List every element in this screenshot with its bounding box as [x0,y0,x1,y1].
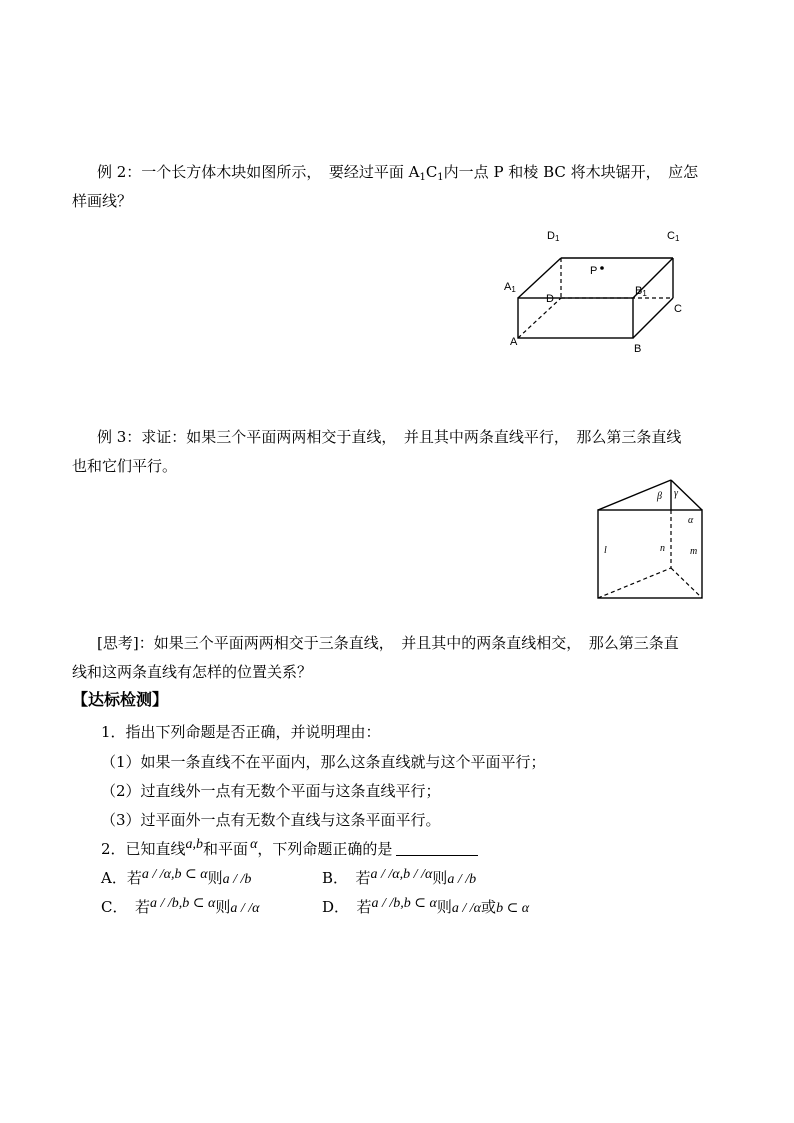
question-1-item-2: （2）过直线外一点有无数个平面与这条直线平行； [101,782,441,800]
example-2-line-1: 例 2：一个长方体木块如图所示， 要经过平面 $A_1C_1$内一点 P 和棱 BC 将木块锯开， 应怎 [97,163,699,183]
label-c: C [674,303,682,315]
label-a: A [510,336,518,348]
label-b: B [634,343,642,355]
label-l: l [604,545,607,556]
label-a1: A1 [504,281,516,294]
three-planes-figure [592,476,712,604]
cuboid-front-face [518,298,633,338]
think-line-1: [思考]：如果三个平面两两相交于三条直线， 并且其中的两条直线相交， 那么第三条直 [97,634,679,652]
label-beta: β [657,491,662,502]
question-2-stem: 2．已知直线a,b和平面 α，下列命题正确的是 [101,837,478,863]
example-3-line-1: 例 3：求证：如果三个平面两两相交于直线， 并且其中两条直线平行， 那么第三条直线 [97,428,682,446]
question-1-item-3: （3）过平面外一点有无数个直线与这条平面平行。 [101,811,441,829]
example-3-line-2: 也和它们平行。 [72,457,178,475]
label-p: P [590,265,598,277]
option-b: B． 若a / /α,b / /α则a / /b [322,867,477,887]
hidden-edge-right [671,568,702,598]
question-1-stem: 1．指出下列命题是否正确，并说明理由： [101,723,381,741]
question-1-item-1: （1）如果一条直线不在平面内，那么这条直线就与这个平面平行； [101,753,546,771]
label-n: n [660,543,665,554]
think-line-2: 线和这两条直线有怎样的位置关系？ [72,663,313,681]
edge-a1-d1 [518,258,561,298]
option-a: A．若a / /α,b ⊂ α则a / /b [101,867,252,887]
example-2-line-2: 样画线？ [72,192,133,210]
option-c: C． 若a / /b,b ⊂ α则a / /α [101,896,260,916]
plane-front [598,510,702,598]
label-d1: D1 [547,230,560,243]
label-gamma: γ [674,488,678,499]
hidden-edge-a-d [518,298,561,338]
edge-b-c [633,298,673,338]
option-d: D． 若a / /b,b ⊂ α则a / /α或b ⊂ α [322,896,530,916]
label-c1: C1 [667,230,680,243]
label-alpha: α [688,515,694,526]
section-title: 【达标检测】 [72,690,169,709]
label-m: m [690,546,698,557]
label-b1: B1 [635,285,647,298]
answer-blank[interactable] [396,841,478,856]
hidden-edge-left [598,568,671,598]
point-p [600,266,604,270]
cuboid-figure [498,222,698,357]
label-d: D [546,293,554,305]
